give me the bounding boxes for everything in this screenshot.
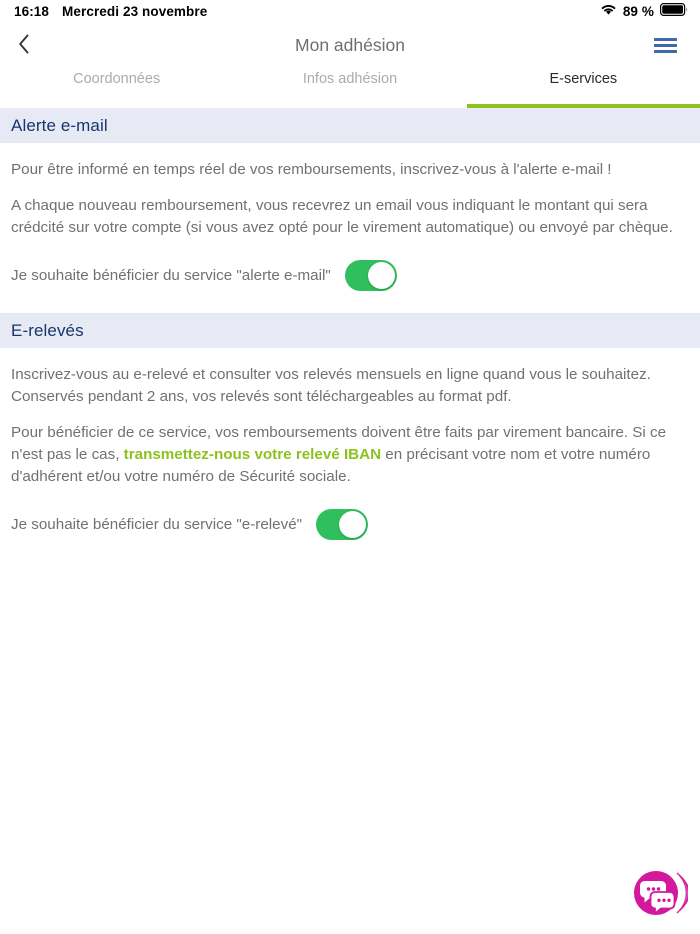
hamburger-menu-icon-bar [654,38,677,41]
section-body-e-releves [0,364,700,540]
status-date: Mercredi 23 novembre [62,3,208,19]
releve-iban-link[interactable]: transmettez-nous votre relevé IBAN [123,446,382,463]
toggle-knob [339,511,366,538]
tab-underline-inactive [233,104,466,108]
section-spacer [0,291,700,313]
section-body-alerte-email [0,159,700,291]
hamburger-menu-button[interactable] [654,38,680,53]
e-releve-toggle-label: Je souhaite bénéficier du service "e-relevé" [11,516,303,533]
battery-percent-label: 89 % [622,3,654,19]
toggle-knob [368,262,395,289]
e-releves-paragraph-2-before: Pour bénéficier de ce service, vos remboursements doivent être faits par virement bancaire. Si ce n'est pas le cas, [11,424,667,463]
section-header-e-releves [0,313,700,348]
tab-coordonnees[interactable]: Coordonnées [0,69,233,104]
section-title: Alerte e-mail [11,115,108,135]
chevron-left-icon [18,34,30,57]
chat-button[interactable] [630,864,688,922]
e-releves-paragraph-2 [11,422,689,488]
nav-header [0,22,700,69]
tab-underline-active [467,104,700,108]
status-clock: 16:18 [14,3,50,19]
e-releve-toggle-row [11,509,689,540]
section-title: E-relevés [11,320,84,340]
tab-e-services[interactable]: E-services [467,69,700,104]
hamburger-menu-icon-bar [654,50,677,53]
alerte-email-toggle-row [11,260,689,291]
hamburger-menu-icon-bar [654,44,677,47]
alerte-email-toggle-label: Je souhaite bénéficier du service "alerte e-mail" [11,267,331,284]
page-title: Mon adhésion [295,35,405,55]
e-releve-toggle[interactable] [316,509,368,540]
status-bar [0,0,700,22]
alerte-email-toggle[interactable] [345,260,397,291]
tab-infos-adhesion[interactable]: Infos adhésion [233,69,466,104]
e-releves-paragraph-1: Inscrivez-vous au e-relevé et consulter vos relevés mensuels en ligne quand vous le souhaitez. Conservés pendant 2 ans, vos relevés sont téléchargeables au format pdf. [11,366,651,405]
wifi-icon [600,3,617,19]
back-button[interactable] [18,30,48,62]
alerte-email-paragraph-1: Pour être informé en temps réel de vos remboursements, inscrivez-vous à l'alerte e-mail ! [11,161,612,178]
e-releves-paragraph-2-after: en précisant votre nom et votre numéro d'adhérent et/ou votre numéro de Sécurité sociale. [11,446,651,485]
status-bar-left [14,4,207,19]
alerte-email-paragraph-2: A chaque nouveau remboursement, vous recevrez un email vous indiquant le montant qui sera crédcité sur votre compte (si vous avez opté pour le virement automatique) ou envoyé par chèque. [11,197,673,236]
section-header-alerte-email [0,108,700,143]
tab-underline-inactive [0,104,233,108]
tab-underline-row [0,104,700,108]
tab-bar [0,69,700,104]
chat-bubbles-icon [630,910,688,925]
status-bar-right [600,3,688,19]
battery-full-icon [660,3,688,19]
